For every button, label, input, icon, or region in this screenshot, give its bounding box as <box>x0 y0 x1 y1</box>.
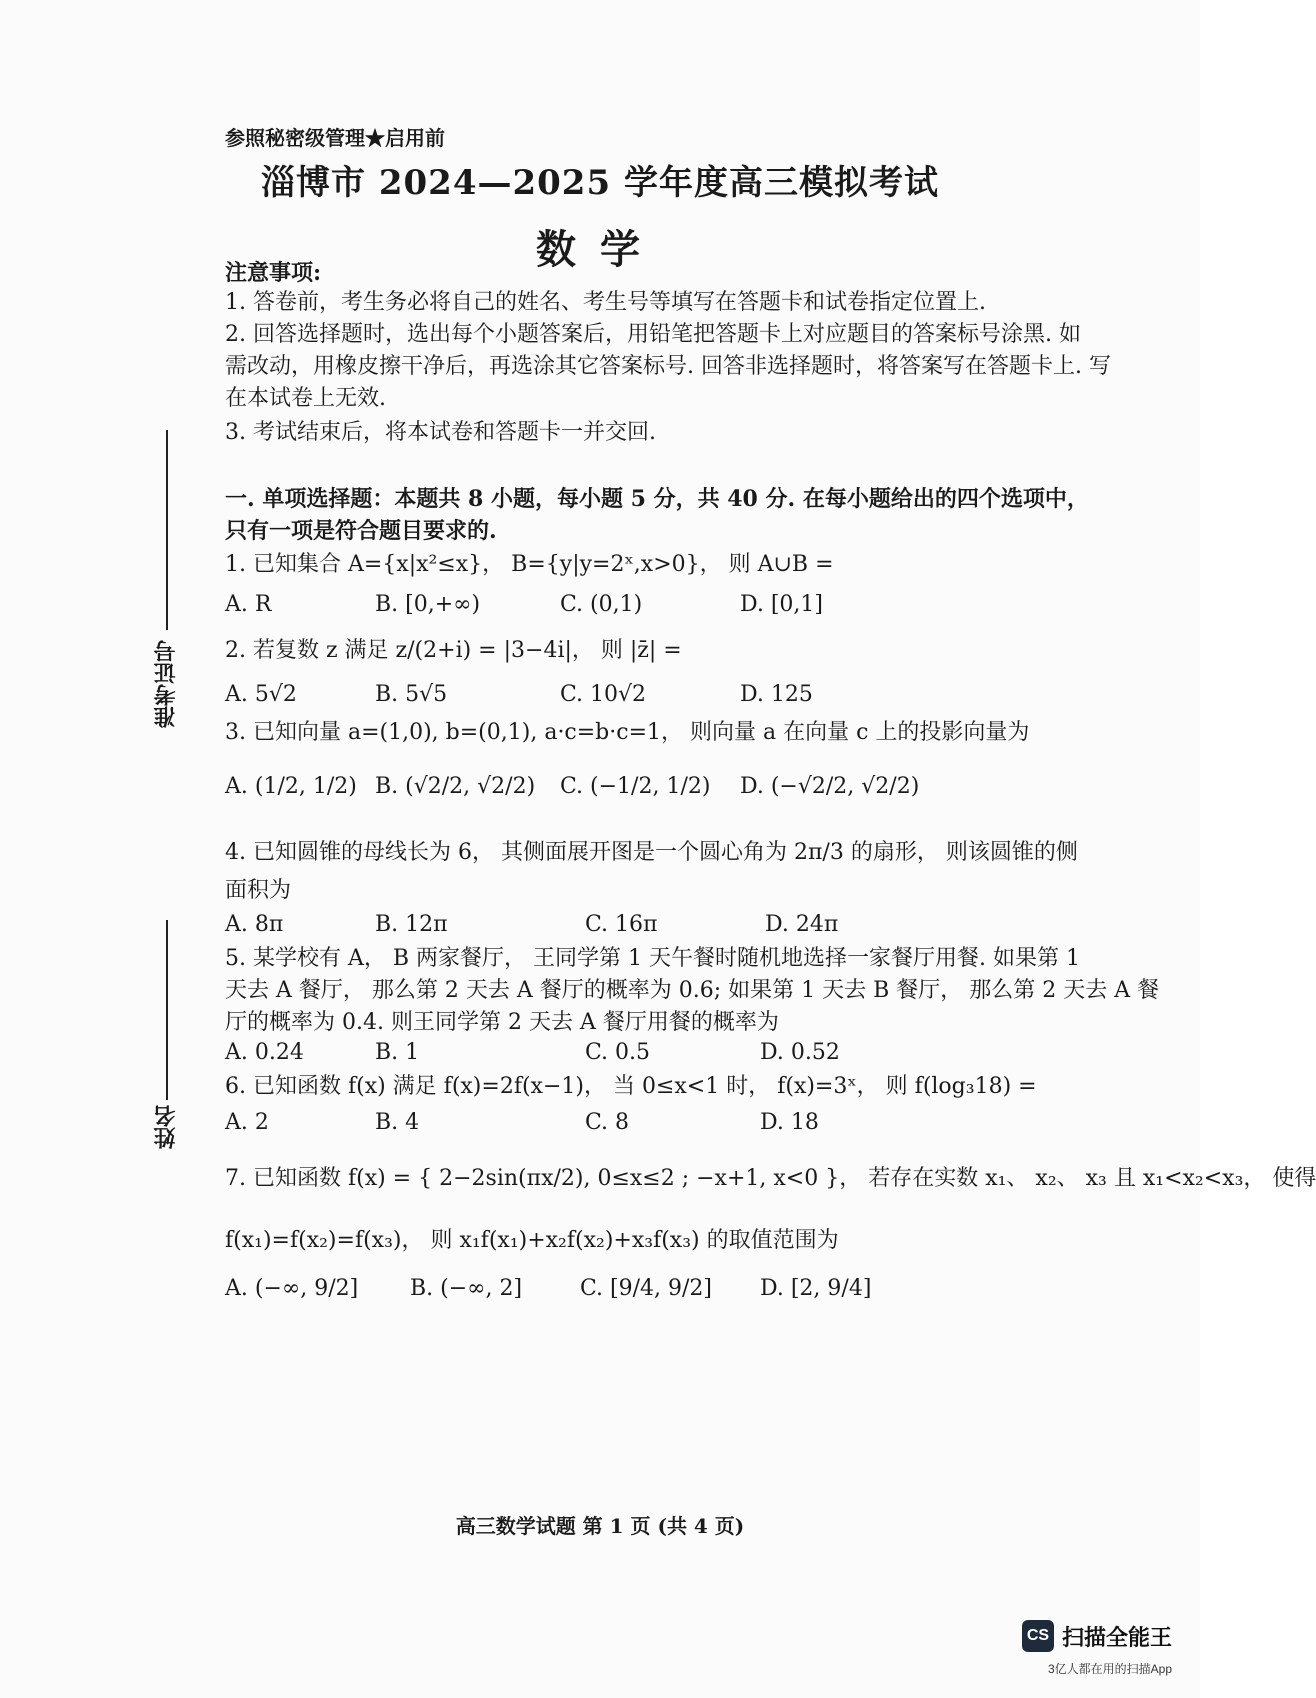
exam-no-label: 准考证号 <box>153 640 179 728</box>
note-item: 3. 考试结束后，将本试卷和答题卡一并交回. <box>225 420 656 445</box>
option-d: D. 125 <box>740 682 813 707</box>
option-a: A. 0.24 <box>225 1040 304 1065</box>
section-heading-cont: 只有一项是符合题目要求的. <box>225 518 497 544</box>
note-item: 在本试卷上无效. <box>225 386 386 411</box>
note-item: 需改动，用橡皮擦干净后，再选涂其它答案标号. 回答非选择题时，将答案写在答题卡上. 写 <box>225 354 1111 379</box>
question-stem: 7. 已知函数 f(x) = { 2−2sin(πx/2), 0≤x≤2 ; −x+1, x<0 }， 若存在实数 x₁、 x₂、 x₃ 且 x₁<x₂<x₃， 使得 <box>225 1166 1316 1191</box>
option-d: D. [0,1] <box>740 592 823 617</box>
question-stem-cont: 天去 A 餐厅， 那么第 2 天去 A 餐厅的概率为 0.6; 如果第 1 天去 B 餐厅， 那么第 2 天去 A 餐 <box>225 978 1160 1003</box>
option-c: C. 16π <box>585 912 658 937</box>
name-line <box>166 920 168 1100</box>
option-d: D. [2, 9/4] <box>760 1276 872 1301</box>
page-title: 淄博市 2024—2025 学年度高三模拟考试 <box>261 163 939 203</box>
option-b: B. [0,+∞) <box>375 592 481 617</box>
option-b: B. 4 <box>375 1110 420 1135</box>
confidential-label: 参照秘密级管理★启用前 <box>225 126 445 150</box>
option-d: D. 18 <box>760 1110 819 1135</box>
option-a: A. (1/2, 1/2) <box>225 774 357 799</box>
question-stem-cont: 厅的概率为 0.4. 则王同学第 2 天去 A 餐厅用餐的概率为 <box>225 1010 779 1035</box>
subject-title: 数学 <box>536 226 664 273</box>
option-a: A. (−∞, 9/2] <box>225 1276 359 1301</box>
option-c: C. 0.5 <box>585 1040 651 1065</box>
option-b: B. (√2/2, √2/2) <box>375 774 536 799</box>
option-a: A. 2 <box>225 1110 269 1135</box>
question-stem: 5. 某学校有 A， B 两家餐厅， 王同学第 1 天午餐时随机地选择一家餐厅用餐. 如果第 1 <box>225 946 1080 971</box>
question-stem: 4. 已知圆锥的母线长为 6， 其侧面展开图是一个圆心角为 2π/3 的扇形， 则该圆锥的侧 <box>225 840 1078 865</box>
option-a: A. R <box>225 592 272 617</box>
option-c: C. 10√2 <box>560 682 647 707</box>
option-c: C. [9/4, 9/2] <box>580 1276 712 1301</box>
note-item: 2. 回答选择题时，选出每个小题答案后，用铅笔把答题卡上对应题目的答案标号涂黑. 如 <box>225 322 1081 347</box>
option-d: D. 0.52 <box>760 1040 840 1065</box>
question-stem: 3. 已知向量 a=(1,0), b=(0,1), a·c=b·c=1， 则向量 a 在向量 c 上的投影向量为 <box>225 720 1030 745</box>
option-d: D. (−√2/2, √2/2) <box>740 774 920 799</box>
scanner-watermark <box>1022 1620 1172 1652</box>
option-c: C. (−1/2, 1/2) <box>560 774 711 799</box>
option-b: B. 1 <box>375 1040 420 1065</box>
question-stem: 6. 已知函数 f(x) 满足 f(x)=2f(x−1)， 当 0≤x<1 时， f(x)=3ˣ， 则 f(log₃18) = <box>225 1074 1037 1099</box>
option-b: B. (−∞, 2] <box>410 1276 523 1301</box>
notes-heading: 注意事项: <box>225 260 322 286</box>
question-stem-cont: f(x₁)=f(x₂)=f(x₃)， 则 x₁f(x₁)+x₂f(x₂)+x₃f(x₃) 的取值范围为 <box>225 1228 839 1253</box>
option-a: A. 8π <box>225 912 284 937</box>
option-c: C. (0,1) <box>560 592 643 617</box>
name-label: 姓名 <box>153 1105 179 1149</box>
question-stem: 1. 已知集合 A={x|x²≤x}， B={y|y=2ˣ,x>0}， 则 A∪B = <box>225 552 834 577</box>
option-c: C. 8 <box>585 1110 630 1135</box>
note-item: 1. 答卷前，考生务必将自己的姓名、考生号等填写在答题卡和试卷指定位置上. <box>225 290 986 315</box>
option-a: A. 5√2 <box>225 682 297 707</box>
section-heading: 一. 单项选择题：本题共 8 小题，每小题 5 分，共 40 分. 在每小题给出的四个选项中， <box>225 486 1089 512</box>
scanner-name: 扫描全能王 <box>1061 1624 1172 1650</box>
scanner-logo-icon: CS <box>1022 1620 1054 1652</box>
option-b: B. 12π <box>375 912 448 937</box>
option-d: D. 24π <box>765 912 839 937</box>
question-stem-cont: 面积为 <box>225 878 292 903</box>
exam-no-line <box>166 430 168 630</box>
page-footer: 高三数学试题 第 1 页 (共 4 页) <box>455 1514 745 1538</box>
option-b: B. 5√5 <box>375 682 448 707</box>
scanner-tagline: 3亿人都在用的扫描App <box>1047 1662 1172 1676</box>
question-stem: 2. 若复数 z 满足 z/(2+i) = |3−4i|， 则 |z̄| = <box>225 638 682 663</box>
